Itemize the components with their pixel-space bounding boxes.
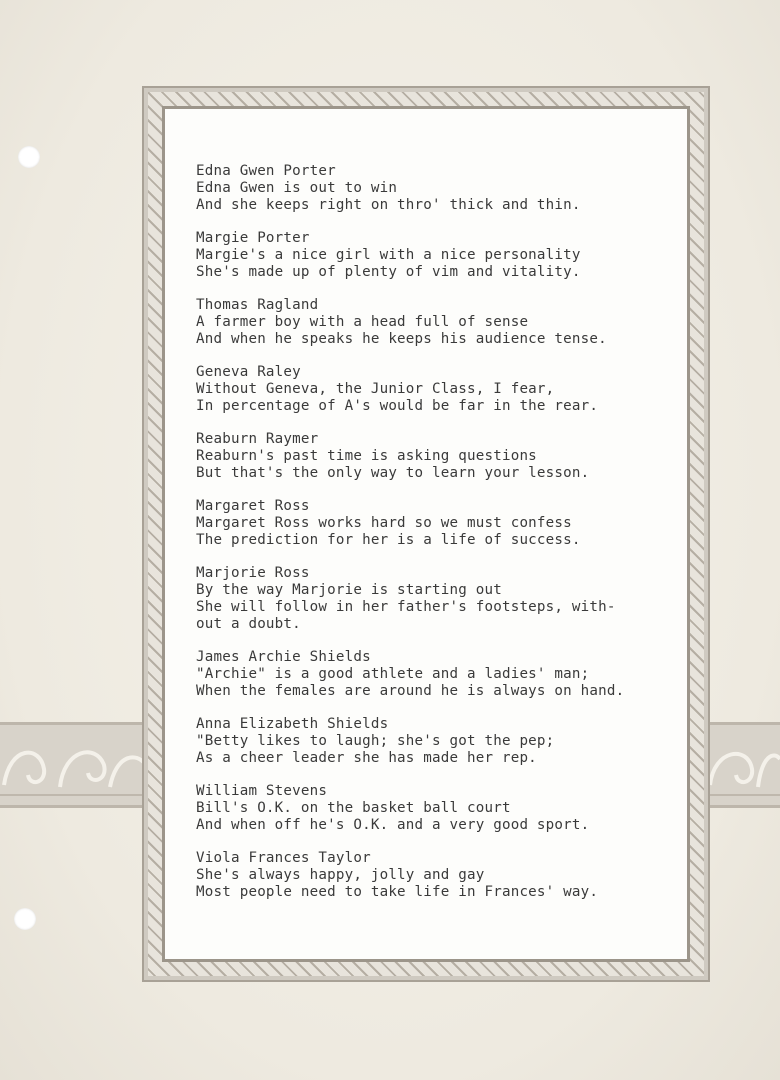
verse-line: As a cheer leader she has made her rep.	[196, 750, 537, 766]
verse-line: out a doubt.	[196, 616, 301, 632]
verse-line: Margaret Ross works hard so we must confess	[196, 515, 572, 531]
student-name: Margie Porter	[196, 230, 310, 246]
verse-line: The prediction for her is a life of success.	[196, 532, 581, 548]
verse-line: But that's the only way to learn your lesson.	[196, 465, 590, 481]
poem-entry	[196, 297, 676, 348]
verse-line: "Betty likes to laugh; she's got the pep;	[196, 733, 555, 749]
scroll-ornament-right	[704, 725, 780, 805]
verse-line: Reaburn's past time is asking questions	[196, 448, 537, 464]
verse-line: Edna Gwen is out to win	[196, 180, 398, 196]
verse-line: Without Geneva, the Junior Class, I fear,	[196, 381, 555, 397]
student-name: James Archie Shields	[196, 649, 371, 665]
verse-line: By the way Marjorie is starting out	[196, 582, 502, 598]
poem-entry	[196, 850, 676, 901]
student-name: Anna Elizabeth Shields	[196, 716, 389, 732]
poem-entry	[196, 163, 676, 214]
verse-line: And when he speaks he keeps his audience tense.	[196, 331, 607, 347]
verse-line: And when off he's O.K. and a very good sport.	[196, 817, 590, 833]
poem-entry	[196, 230, 676, 281]
scroll-ornament-left	[0, 725, 148, 805]
poem-entry	[196, 431, 676, 482]
ornamental-band-right	[704, 722, 780, 808]
verse-line: When the females are around he is always on hand.	[196, 683, 625, 699]
poem-entry	[196, 716, 676, 767]
student-name: Thomas Ragland	[196, 297, 319, 313]
poem-entry	[196, 565, 676, 633]
verse-line: Bill's O.K. on the basket ball court	[196, 800, 511, 816]
verse-line: She's made up of plenty of vim and vitality.	[196, 264, 581, 280]
verse-line: And she keeps right on thro' thick and thin.	[196, 197, 581, 213]
student-name: Margaret Ross	[196, 498, 310, 514]
poem-entry	[196, 783, 676, 834]
verse-line: In percentage of A's would be far in the rear.	[196, 398, 599, 414]
poem-entry	[196, 364, 676, 415]
verse-line: She will follow in her father's footsteps, with-	[196, 599, 616, 615]
poem-entry	[196, 649, 676, 700]
ornamental-band-left	[0, 722, 148, 808]
verse-line: Margie's a nice girl with a nice personality	[196, 247, 581, 263]
poem-entry	[196, 498, 676, 549]
verse-line: Most people need to take life in Frances' way.	[196, 884, 599, 900]
punch-hole-top	[18, 146, 40, 168]
poem-list	[196, 163, 676, 917]
student-name: William Stevens	[196, 783, 328, 799]
verse-line: She's always happy, jolly and gay	[196, 867, 485, 883]
verse-line: "Archie" is a good athlete and a ladies' man;	[196, 666, 590, 682]
verse-line: A farmer boy with a head full of sense	[196, 314, 529, 330]
student-name: Geneva Raley	[196, 364, 301, 380]
student-name: Marjorie Ross	[196, 565, 310, 581]
student-name: Edna Gwen Porter	[196, 163, 336, 179]
student-name: Reaburn Raymer	[196, 431, 319, 447]
student-name: Viola Frances Taylor	[196, 850, 371, 866]
punch-hole-bottom	[14, 908, 36, 930]
